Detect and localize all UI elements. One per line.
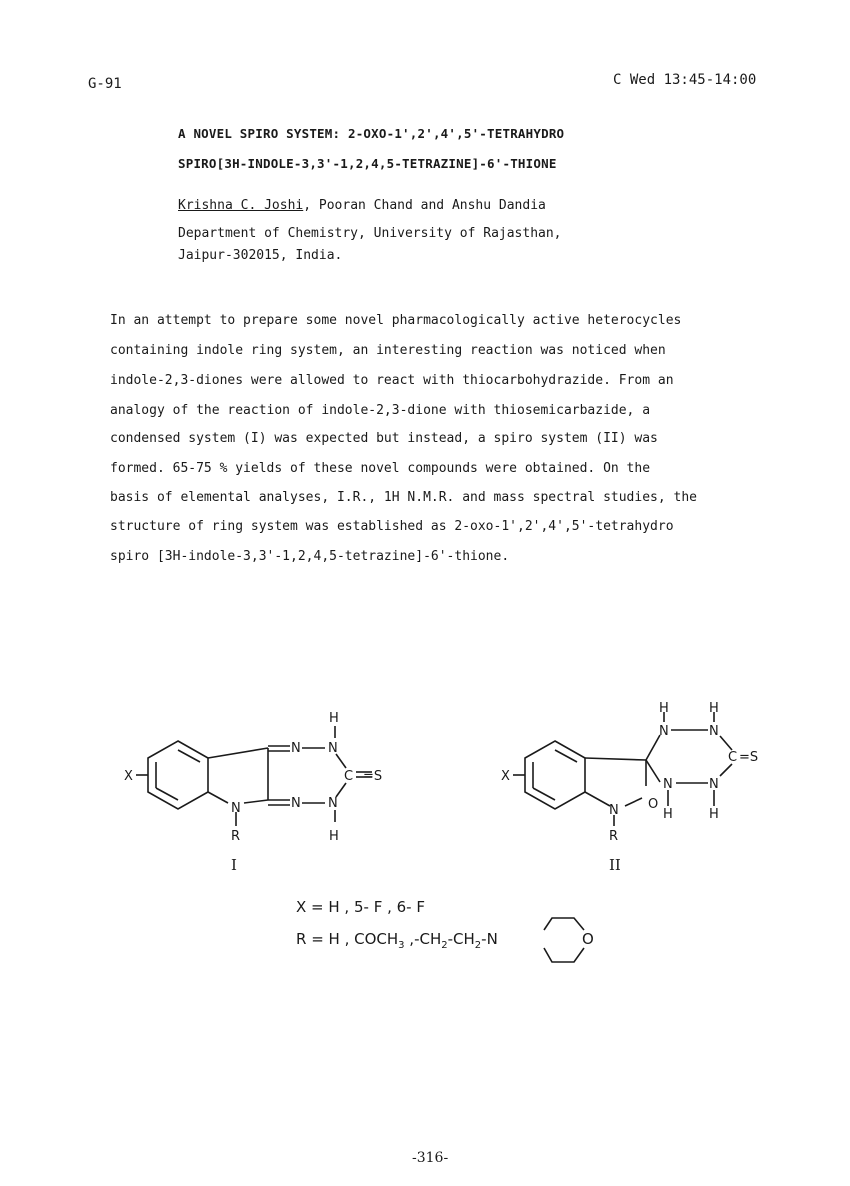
compound-label: I xyxy=(231,856,237,874)
atom-n: N xyxy=(709,777,719,792)
compound-ii-structure xyxy=(501,701,758,874)
compound-label: II xyxy=(609,856,621,874)
subscript: 2 xyxy=(441,940,448,951)
r-part: - xyxy=(481,930,487,948)
atom-n: N xyxy=(291,796,301,811)
atom-c: C xyxy=(344,769,354,784)
atom-s: =S xyxy=(363,769,383,784)
abstract-line: indole-2,3-diones were allowed to react with thiocarbohydrazide. From an xyxy=(110,373,674,388)
atom-s: =S xyxy=(739,750,759,765)
atom-n: N xyxy=(231,801,241,816)
atom-n: N xyxy=(663,777,673,792)
page-number: -316- xyxy=(412,1150,449,1166)
session-time: C Wed 13:45-14:00 xyxy=(613,72,757,88)
atom-n: N xyxy=(709,724,719,739)
atom-h: H xyxy=(663,807,673,822)
abstract-line: containing indole ring system, an interesting reaction was noticed when xyxy=(110,343,666,358)
benzene-ring xyxy=(525,741,585,809)
abstract-line: analogy of the reaction of indole-2,3-dione with thiosemicarbazide, a xyxy=(110,403,651,418)
r-part: ,-CH xyxy=(404,930,442,948)
atom-x: X xyxy=(501,769,510,784)
atom-c: C xyxy=(728,750,738,765)
abstract-line: structure of ring system was established as 2-oxo-1',2',4',5'-tetrahydro xyxy=(110,519,674,534)
subscript: 3 xyxy=(398,940,405,951)
atom-n: N xyxy=(291,741,301,756)
atom-h: H xyxy=(659,701,669,716)
co-authors: , Pooran Chand and Anshu Dandia xyxy=(303,198,546,213)
r-prefix: R = H , COCH xyxy=(296,930,399,948)
abstract-line: spiro [3H-indole-3,3'-1,2,4,5-tetrazine]-6'-thione. xyxy=(110,549,510,564)
atom-r: R xyxy=(231,829,241,844)
atom-x: X xyxy=(124,769,133,784)
benzene-ring xyxy=(148,741,208,809)
atom-h: H xyxy=(329,711,339,726)
affiliation-line-2: Jaipur-302015, India. xyxy=(178,248,343,263)
atom-r: R xyxy=(609,829,619,844)
atom-h: H xyxy=(709,807,719,822)
x-substituents: X = H , 5- F , 6- F xyxy=(296,898,425,916)
morpholine-ring xyxy=(544,918,584,962)
abstract-line: In an attempt to prepare some novel pharmacologically active heterocycles xyxy=(110,313,682,328)
abstract-line: formed. 65-75 % yields of these novel compounds were obtained. On the xyxy=(110,461,651,476)
atom-n: N xyxy=(328,741,338,756)
atom-n: N xyxy=(659,724,669,739)
r-part: -CH xyxy=(447,930,475,948)
abstract-line: basis of elemental analyses, I.R., 1H N.M.R. and mass spectral studies, the xyxy=(110,490,697,505)
affiliation-line-1: Department of Chemistry, University of Rajasthan, xyxy=(178,226,562,241)
abstract-line: condensed system (I) was expected but instead, a spiro system (II) was xyxy=(110,431,658,446)
compound-i-structure xyxy=(124,711,382,874)
atom-o: O xyxy=(648,797,659,812)
title-line-2: SPIRO[3H-INDOLE-3,3'-1,2,4,5-TETRAZINE]-6'-THIONE xyxy=(178,156,557,171)
morpholine-o: O xyxy=(582,930,594,948)
presenting-author: Krishna C. Joshi xyxy=(178,198,304,213)
atom-h: H xyxy=(709,701,719,716)
abstract-code: G-91 xyxy=(88,76,122,92)
atom-h: H xyxy=(329,829,339,844)
atom-n: N xyxy=(609,803,619,818)
subscript: 2 xyxy=(474,940,482,951)
atom-n: N xyxy=(328,796,338,811)
morpholine-n: N xyxy=(486,930,498,948)
r-substituents xyxy=(296,930,498,951)
title-line-1: A NOVEL SPIRO SYSTEM: 2-OXO-1',2',4',5'-TETRAHYDRO xyxy=(178,126,565,141)
